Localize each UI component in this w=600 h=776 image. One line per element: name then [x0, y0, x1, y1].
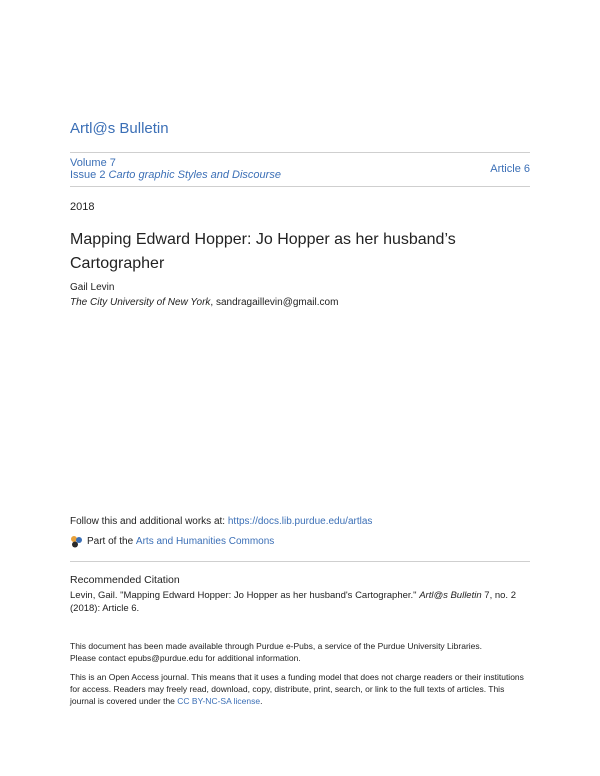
author-affiliation: The City University of New York, sandragaillevin@gmail.com [70, 297, 339, 308]
follow-text: Follow this and additional works at: [70, 516, 226, 527]
citation-before: Levin, Gail. "Mapping Edward Hopper: Jo Hopper as her husband's Cartographer." [70, 590, 417, 601]
paper-title: Mapping Edward Hopper: Jo Hopper as her husband’s Cartographer [70, 231, 456, 272]
open-access-notice [70, 671, 530, 707]
affiliation-name: The City University of New York [70, 297, 211, 308]
citation-after: 7, no. 2 (2018): Article 6. [70, 590, 516, 614]
availability-line-2: Please contact epubs@purdue.edu for additional information. [70, 653, 301, 663]
article-number-link[interactable]: Article 6 [490, 163, 530, 175]
journal-title[interactable]: Artl@s Bulletin [70, 120, 169, 137]
divider-top [70, 152, 530, 153]
author-name: Gail Levin [70, 282, 115, 293]
volume-link[interactable]: Volume 7 [70, 157, 116, 169]
citation-journal: Artl@s Bulletin [419, 590, 482, 601]
open-access-end: . [260, 696, 263, 706]
issue-link[interactable] [70, 169, 281, 182]
open-access-text: This is an Open Access journal. This means that it uses a funding model that does not charge readers or their institutions for access. Readers may freely read, download, copy, distribute, print, search, or link to the full texts of articles. This journal is covered under the [70, 672, 524, 706]
part-of-line [70, 535, 274, 548]
citation-text [70, 589, 530, 615]
issue-title: Carto graphic Styles and Discourse [108, 169, 281, 181]
issue-prefix: Issue 2 [70, 169, 106, 181]
recommended-citation-heading: Recommended Citation [70, 574, 180, 586]
follow-line [70, 516, 372, 527]
availability-line-1: This document has been made available through Purdue e-Pubs, a service of the Purdue University Libraries. [70, 641, 483, 651]
availability-notice [70, 640, 530, 664]
commons-link[interactable]: Arts and Humanities Commons [135, 536, 275, 547]
network-icon [70, 535, 83, 548]
license-link[interactable]: CC BY-NC-SA license [177, 696, 261, 706]
divider-issue [70, 186, 530, 187]
follow-url-link[interactable]: https://docs.lib.purdue.edu/artlas [227, 516, 373, 527]
author-email[interactable]: sandragaillevin@gmail.com [215, 297, 339, 308]
part-of-prefix: Part of the [87, 536, 134, 547]
divider-citation [70, 561, 530, 562]
publication-year: 2018 [70, 201, 95, 213]
